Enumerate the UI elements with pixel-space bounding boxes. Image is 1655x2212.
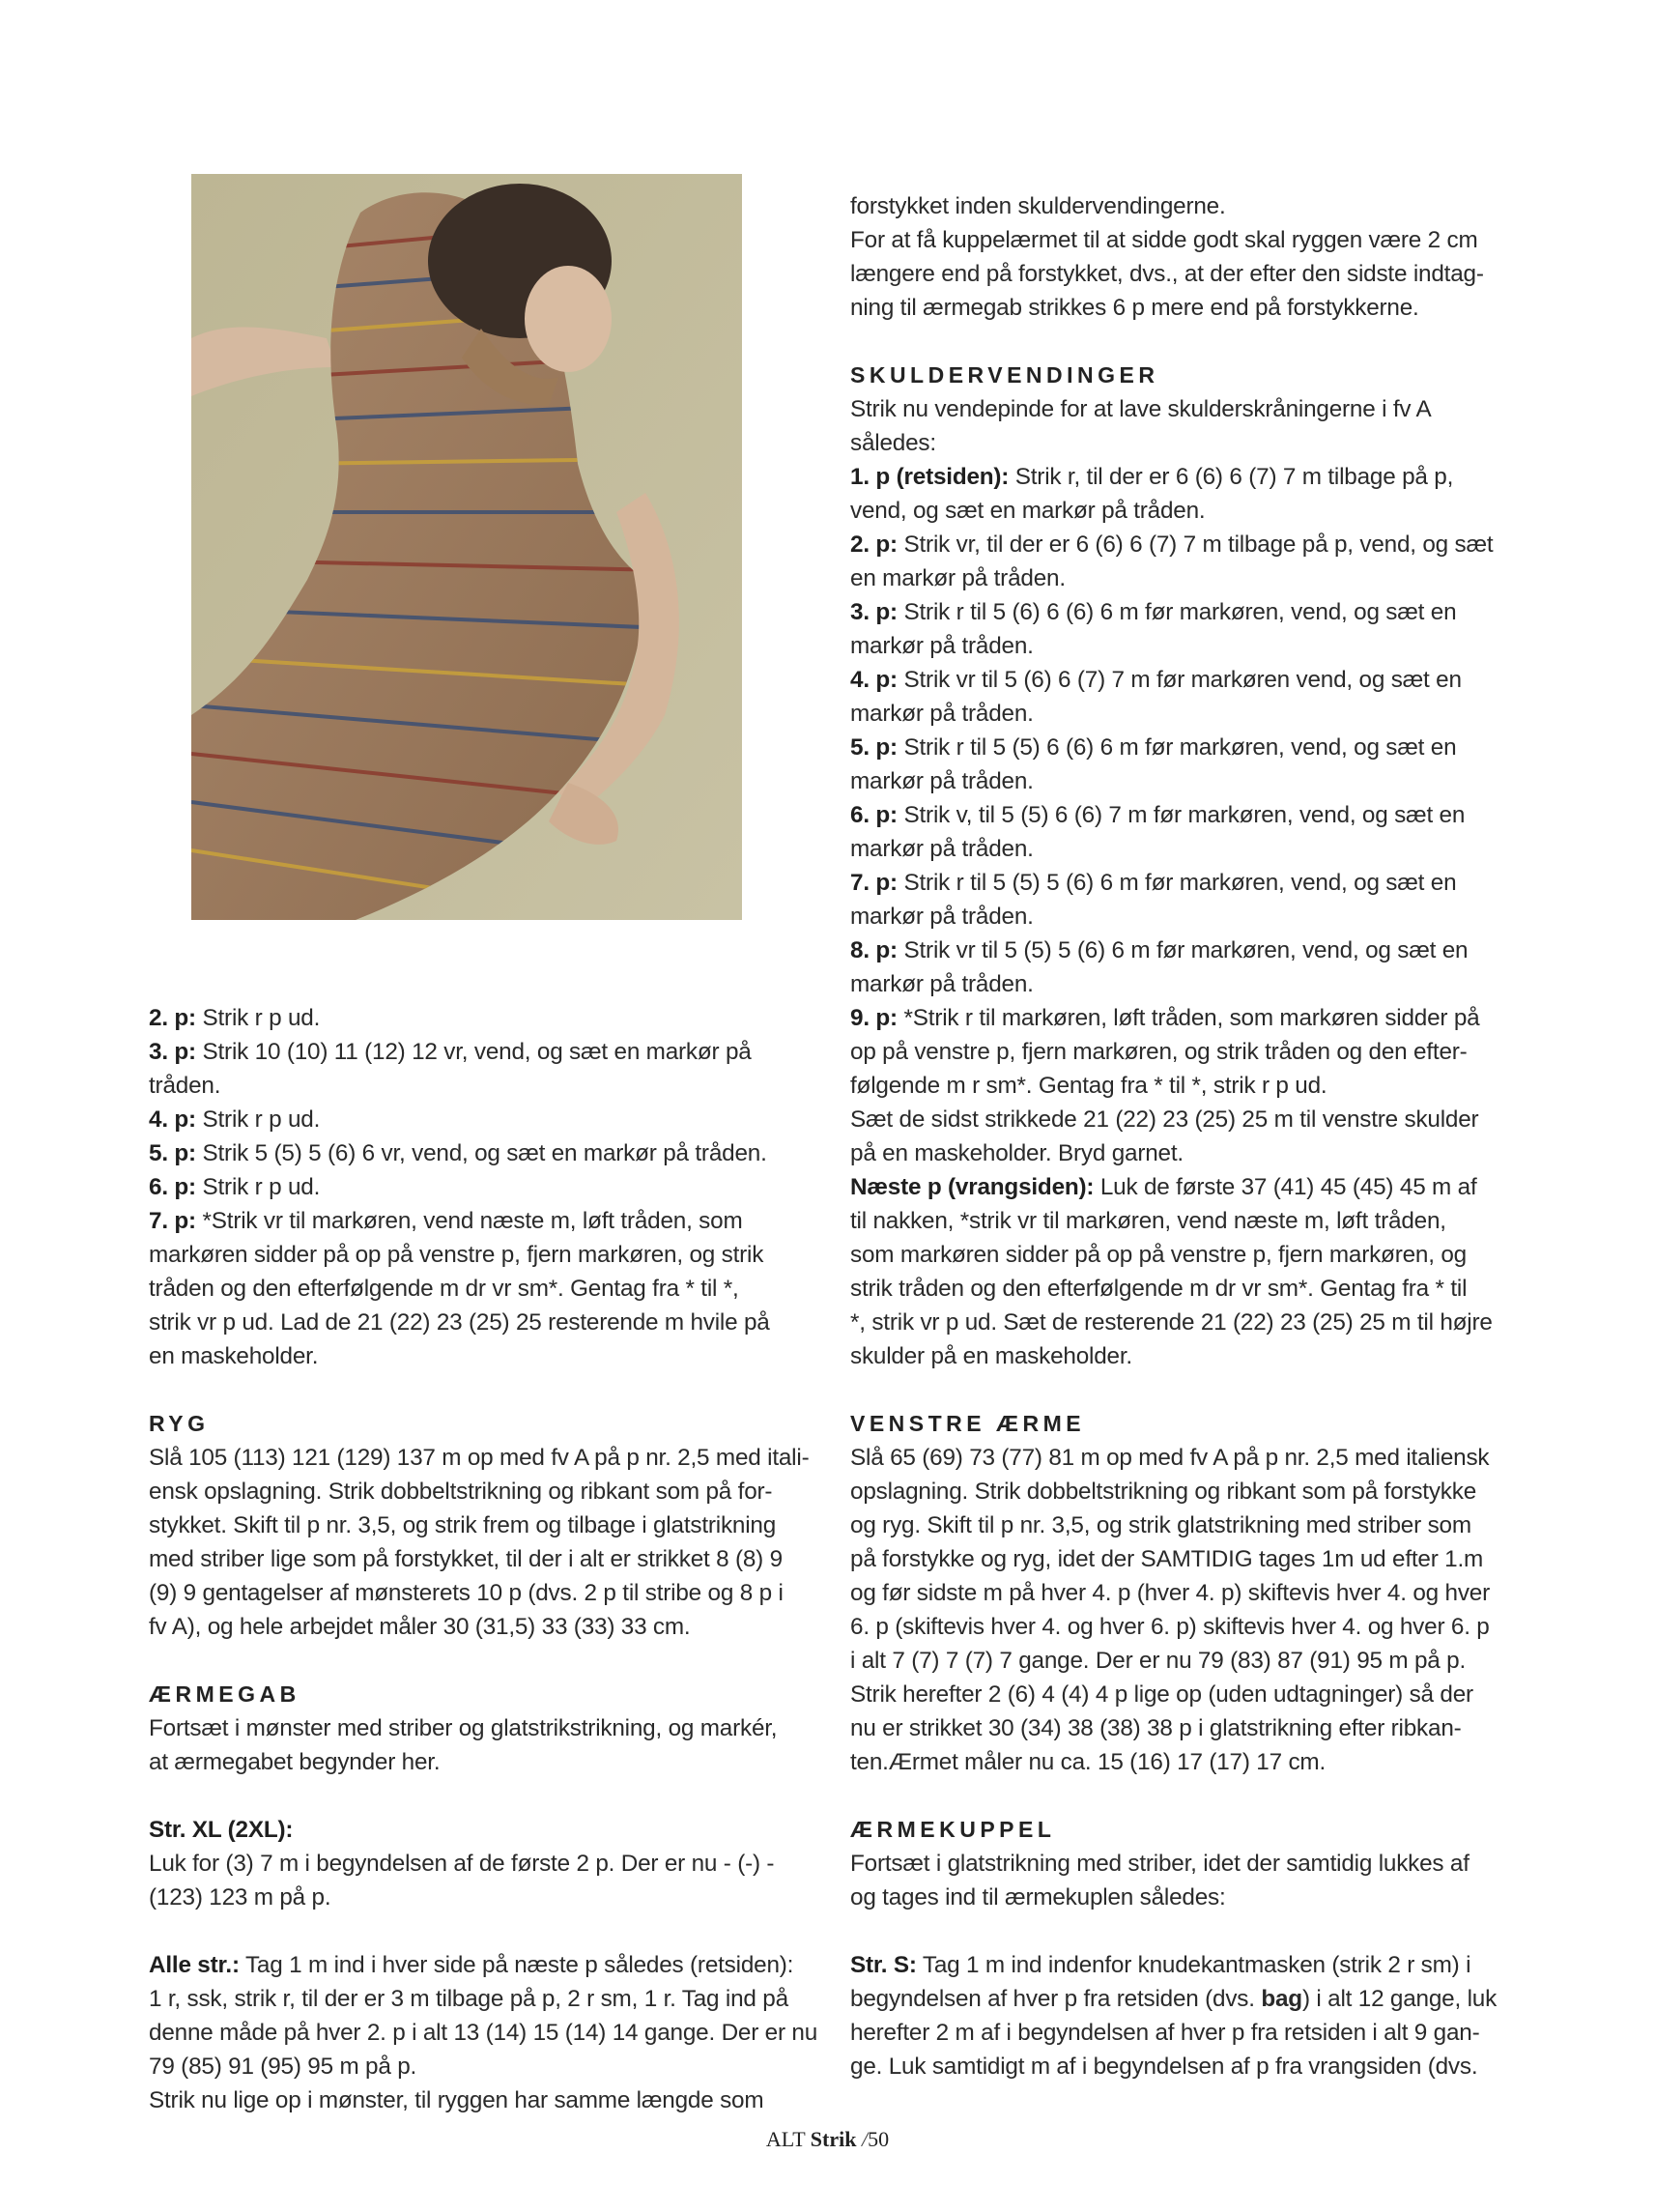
venstre-line: og før sidste m på hver 4. p (hver 4. p) skiftevis hver 4. og hver [850, 1580, 1490, 1606]
aermegab-line: at ærmegabet begynder her. [149, 1749, 441, 1775]
aermegab-line: Fortsæt i mønster med striber og glatstrikstrikning, og markér, [149, 1715, 778, 1741]
skulder-row-7: 7. p: Strik r til 5 (5) 5 (6) 6 m før markøren, vend, og sæt en [850, 870, 1457, 896]
page-footer [0, 2127, 1655, 2152]
ryg-line: stykket. Skift til p nr. 3,5, og strik frem og tilbage i glatstrikning [149, 1512, 777, 1538]
magazine-name: ALT [765, 2127, 806, 2151]
all-sizes-para: Alle str.: Tag 1 m ind i hver side på næste p således (retsiden): [149, 1952, 794, 1978]
venstre-line: 6. p (skiftevis hver 4. og hver 6. p) skiftevis hver 4. og hver 6. p [850, 1614, 1490, 1640]
page-number: 50 [868, 2127, 890, 2151]
ryg-line: (9) 9 gentagelser af mønsterets 10 p (dvs. 2 p til stribe og 8 p i [149, 1580, 784, 1606]
size-xl-line: (123) 123 m på p. [149, 1884, 331, 1910]
naeste-line: strik tråden og den efterfølgende m dr vr sm*. Gentag fra * til [850, 1276, 1468, 1302]
skulder-row-1-cont: vend, og sæt en markør på tråden. [850, 498, 1206, 524]
row-2: 2. p: Strik r p ud. [149, 1005, 321, 1031]
row-7-line: strik vr p ud. Lad de 21 (22) 23 (25) 25 resterende m hvile på [149, 1309, 770, 1336]
size-xl-heading: Str. XL (2XL): [149, 1817, 294, 1843]
ryg-line: Slå 105 (113) 121 (129) 137 m op med fv A på p nr. 2,5 med itali- [149, 1445, 810, 1471]
ryg-line: ensk opslagning. Strik dobbeltstrikning og ribkant som på for- [149, 1479, 773, 1505]
naeste-line: *, strik vr p ud. Sæt de resterende 21 (22) 23 (25) 25 m til højre [850, 1309, 1493, 1336]
all-sizes-line: Strik nu lige op i mønster, til ryggen har samme længde som [149, 2087, 764, 2113]
skulder-row-9-line: følgende m r sm*. Gentag fra * til *, strik r p ud. [850, 1073, 1327, 1099]
naeste-line: til nakken, *strik vr til markøren, vend næste m, løft tråden, [850, 1208, 1446, 1234]
skulder-row-3-cont: markør på tråden. [850, 633, 1034, 659]
venstre-line: Slå 65 (69) 73 (77) 81 m op med fv A på p nr. 2,5 med italiensk [850, 1445, 1490, 1471]
venstre-line: opslagning. Strik dobbeltstrikning og ribkant som på forstykke [850, 1479, 1477, 1505]
all-sizes-line: 1 r, ssk, strik r, til der er 3 m tilbage på p, 2 r sm, 1 r. Tag ind på [149, 1986, 788, 2012]
venstre-line: på forstykke og ryg, idet der SAMTIDIG tages 1m ud efter 1.m [850, 1546, 1484, 1572]
section-heading-skuldervendinger: SKULDERVENDINGER [850, 362, 1159, 388]
naeste-line: skulder på en maskeholder. [850, 1343, 1132, 1369]
skulder-row-9: 9. p: *Strik r til markøren, løft tråden, som markøren sidder på [850, 1005, 1480, 1031]
intro-line: For at få kuppelærmet til at sidde godt skal ryggen være 2 cm [850, 227, 1478, 253]
row-7-line: en maskeholder. [149, 1343, 319, 1369]
skulder-intro-line: således: [850, 430, 936, 456]
ryg-line: med striber lige som på forstykket, til der i alt er strikket 8 (8) 9 [149, 1546, 783, 1572]
skulder-row-6: 6. p: Strik v, til 5 (5) 6 (6) 7 m før markøren, vend, og sæt en [850, 802, 1466, 828]
venstre-line: nu er strikket 30 (34) 38 (38) 38 p i glatstrikning efter ribkan- [850, 1715, 1462, 1741]
skulder-row-4-cont: markør på tråden. [850, 701, 1034, 727]
size-s-line: herefter 2 m af i begyndelsen af hver p fra retsiden i alt 9 gan- [850, 2020, 1480, 2046]
woman-knit-dress-photo [191, 174, 742, 920]
intro-line: ning til ærmegab strikkes 6 p mere end på forstykkerne. [850, 295, 1419, 321]
section-heading-aermekuppel: ÆRMEKUPPEL [850, 1817, 1056, 1842]
row-3: 3. p: Strik 10 (10) 11 (12) 12 vr, vend, og sæt en markør på tråden. [149, 1039, 752, 1099]
row-7: 7. p: *Strik vr til markøren, vend næste m, løft tråden, som [149, 1208, 743, 1234]
skulder-row-9-line: op på venstre p, fjern markøren, og strik tråden og den efter- [850, 1039, 1468, 1065]
row-4: 4. p: Strik r p ud. [149, 1106, 321, 1133]
row-6: 6. p: Strik r p ud. [149, 1174, 321, 1200]
skulder-row-7-cont: markør på tråden. [850, 904, 1034, 930]
venstre-line: i alt 7 (7) 7 (7) 7 gange. Der er nu 79 (83) 87 (91) 95 m på p. [850, 1648, 1467, 1674]
section-heading-ryg: RYG [149, 1411, 210, 1436]
size-s-line: ge. Luk samtidigt m af i begyndelsen af p fra vrangsiden (dvs. [850, 2054, 1478, 2080]
skulder-row-1: 1. p (retsiden): Strik r, til der er 6 (6) 6 (7) 7 m tilbage på p, [850, 464, 1454, 490]
intro-line: forstykket inden skuldervendingerne. [850, 193, 1226, 219]
naeste-line: som markøren sidder på op på venstre p, fjern markøren, og [850, 1242, 1467, 1268]
section-heading-venstre-aerme: VENSTRE ÆRME [850, 1411, 1086, 1436]
magazine-name-bold: Strik [810, 2127, 857, 2151]
skulder-row-8-cont: markør på tråden. [850, 971, 1034, 997]
venstre-line: Strik herefter 2 (6) 4 (4) 4 p lige op (uden udtagninger) så der [850, 1681, 1473, 1708]
row-7-line: markøren sidder på op på venstre p, fjern markøren, og strik [149, 1242, 764, 1268]
size-s-line: begyndelsen af hver p fra retsiden (dvs. bag) i alt 12 gange, luk [850, 1986, 1498, 2012]
ryg-line: fv A), og hele arbejdet måler 30 (31,5) 33 (33) 33 cm. [149, 1614, 691, 1640]
skulder-row-5: 5. p: Strik r til 5 (5) 6 (6) 6 m før markøren, vend, og sæt en [850, 734, 1457, 761]
skulder-row-6-cont: markør på tråden. [850, 836, 1034, 862]
skulder-row-8: 8. p: Strik vr til 5 (5) 5 (6) 6 m før markøren, vend, og sæt en [850, 937, 1469, 963]
skulder-row-9-line: på en maskeholder. Bryd garnet. [850, 1140, 1184, 1166]
row-5: 5. p: Strik 5 (5) 5 (6) 6 vr, vend, og sæt en markør på tråden. [149, 1140, 767, 1166]
right-column [850, 189, 1517, 2083]
all-sizes-line: denne måde på hver 2. p i alt 13 (14) 15 (14) 14 gange. Der er nu [149, 2020, 818, 2046]
skulder-row-2-cont: en markør på tråden. [850, 565, 1066, 591]
skulder-row-4: 4. p: Strik vr til 5 (6) 6 (7) 7 m før markøren vend, og sæt en [850, 667, 1462, 693]
section-heading-aermegab: ÆRMEGAB [149, 1681, 300, 1707]
footer-separator: / [861, 2127, 869, 2151]
size-s-row: Str. S: Tag 1 m ind indenfor knudekantmasken (strik 2 r sm) i [850, 1952, 1471, 1978]
row-7-line: tråden og den efterfølgende m dr vr sm*. Gentag fra * til *, [149, 1276, 739, 1302]
skulder-row-3: 3. p: Strik r til 5 (6) 6 (6) 6 m før markøren, vend, og sæt en [850, 599, 1457, 625]
kuppel-line: Fortsæt i glatstrikning med striber, idet der samtidig lukkes af [850, 1851, 1470, 1877]
venstre-line: ten.Ærmet måler nu ca. 15 (16) 17 (17) 17 cm. [850, 1749, 1326, 1775]
intro-line: længere end på forstykket, dvs., at der efter den sidste indtag- [850, 261, 1484, 287]
naeste-row: Næste p (vrangsiden): Luk de første 37 (41) 45 (45) 45 m af [850, 1174, 1477, 1200]
left-column [149, 1001, 825, 2117]
all-sizes-line: 79 (85) 91 (95) 95 m på p. [149, 2054, 417, 2080]
skulder-row-9-line: Sæt de sidst strikkede 21 (22) 23 (25) 25 m til venstre skulder [850, 1106, 1479, 1133]
kuppel-line: og tages ind til ærmekuplen således: [850, 1884, 1226, 1910]
skulder-row-5-cont: markør på tråden. [850, 768, 1034, 794]
venstre-line: og ryg. Skift til p nr. 3,5, og strik glatstrikning med striber som [850, 1512, 1471, 1538]
size-xl-line: Luk for (3) 7 m i begyndelsen af de første 2 p. Der er nu - (-) - [149, 1851, 775, 1877]
skulder-row-2: 2. p: Strik vr, til der er 6 (6) 6 (7) 7 m tilbage på p, vend, og sæt [850, 531, 1494, 558]
skulder-intro-line: Strik nu vendepinde for at lave skulderskråningerne i fv A [850, 396, 1432, 422]
